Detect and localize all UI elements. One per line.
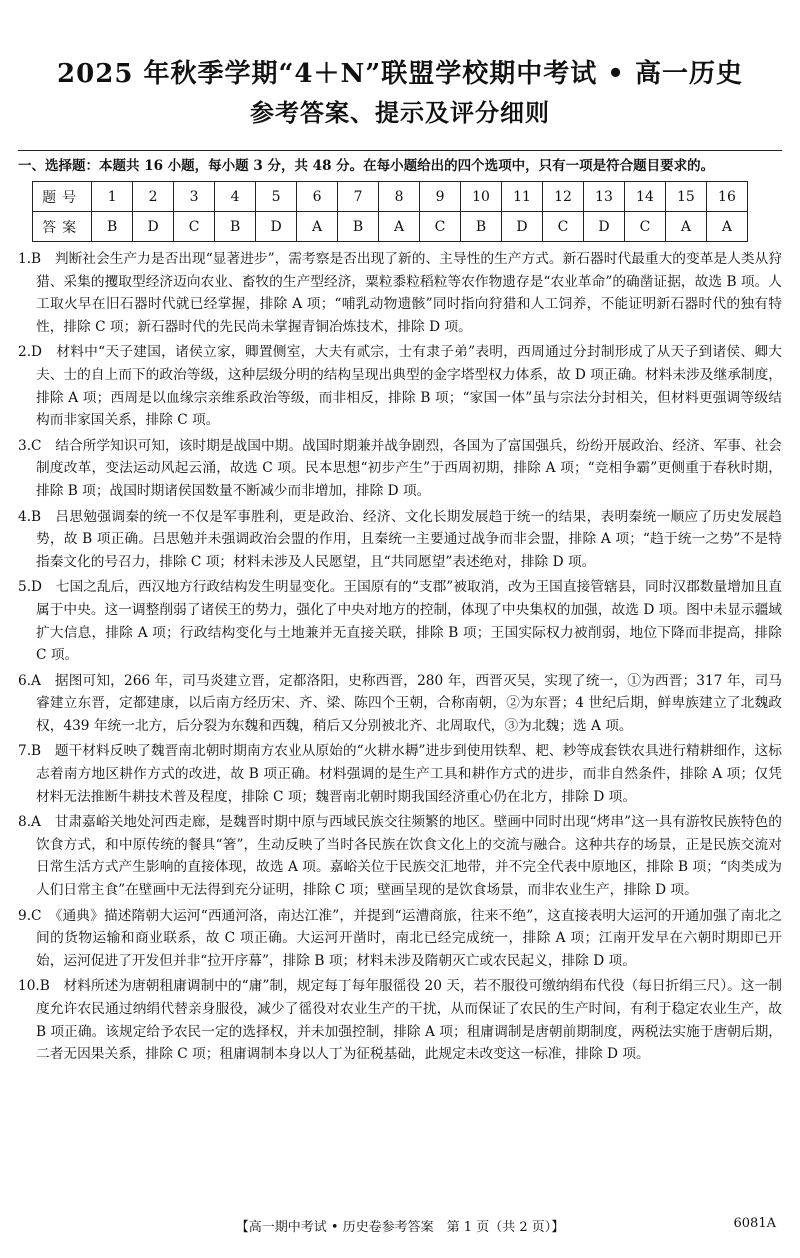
question-number-cell: 7 <box>338 182 379 212</box>
header-divider <box>18 150 782 151</box>
explanation-number: 9.C <box>18 907 42 924</box>
explanation-item <box>18 248 782 338</box>
question-number-cell: 4 <box>215 182 256 212</box>
explanation-text: 甘肃嘉峪关地处河西走廊，是魏晋时期中原与西域民族交往频繁的地区。壁画中同时出现“烤串”这一具有游牧民族特色的饮食方式，和中原传统的餐具“箸”，生动反映了当时各民族在饮食文化上的交流与融合。这种共存的场景，正是民族交流对日常生活方式产生影响的直接体现，故选 A 项。嘉峪关位于民族交汇地带，并不完全代表中原地区，排除 B 项；“肉类成为人们日常主食”在壁画中无法得到充分证明，排除 C 项；壁画呈现的是饮食场景，而非农业生产，排除 D 项。 <box>36 814 782 899</box>
answer-cell: D <box>502 212 543 242</box>
question-number-cell: 12 <box>542 182 583 212</box>
explanation-number: 7.B <box>18 743 42 760</box>
row-label-number: 题号 <box>33 182 92 212</box>
explanation-text: 据图可知，266 年，司马炎建立晋，定都洛阳，史称西晋，280 年，西晋灭吴，实现了统一，①为西晋；317 年，司马睿建立东晋，定都建康，以后南方经历宋、齐、梁、陈四个王朝，合称南朝，②为东晋；4 世纪后期，鲜卑族建立了北魏政权，439 年统一北方，后分裂为东魏和西魏，稍后又分别被北齐、北周取代，③为北魏；选 A 项。 <box>36 672 782 734</box>
question-number-cell: 15 <box>665 182 706 212</box>
explanation-text: 七国之乱后，西汉地方行政结构发生明显变化。王国原有的“支郡”被取消，改为王国直接管辖县，同时汉郡数量增加且直属于中央。这一调整削弱了诸侯王的势力，强化了中央对地方的控制，体现了中央集权的加强，故选 D 项。图中未显示疆域扩大信息，排除 A 项；行政结构变化与土地兼并无直接关联，排除 B 项；王国实际权力被削弱，地位下降而非提高，排除 C 项。 <box>36 579 782 664</box>
section-heading: 一、选择题：本题共 16 小题，每小题 3 分，共 48 分。在每小题给出的四个选项中，只有一项是符合题目要求的。 <box>18 158 715 174</box>
explanation-number: 8.A <box>18 814 41 831</box>
explanation-item <box>18 576 782 666</box>
explanation-text: 题干材料反映了魏晋南北朝时期南方农业从原始的“火耕水耨”进步到使用铁犁、耙、耖等成套铁农具进行精耕细作，这标志着南方地区耕作方式的改进，故 B 项正确。材料强调的是生产工具和耕作方式的进步，而非自然条件，排除 A 项；仅凭材料无法推断牛耕技术普及程度，排除 C 项；魏晋南北朝时期我国经济重心仍在北方，排除 D 项。 <box>36 743 782 805</box>
answer-cell: D <box>133 212 174 242</box>
doc-subtitle: 参考答案、提示及评分细则 <box>250 98 550 127</box>
question-number-cell: 5 <box>256 182 297 212</box>
question-number-cell: 3 <box>174 182 215 212</box>
answer-cell: B <box>461 212 502 242</box>
explanation-number: 3.C <box>18 437 42 454</box>
answer-cell: B <box>338 212 379 242</box>
explanation-text: 吕思勉强调秦的统一不仅是军事胜利，更是政治、经济、文化长期发展趋于统一的结果，表明秦统一顺应了历史发展趋势，故 B 项正确。吕思勉并未强调政治会盟的作用，且秦统一主要通过战争而非会盟，排除 A 项；“趋于统一之势”不是特指秦文化的号召力，排除 C 项；材料未涉及人民愿望，且“共同愿望”表述绝对，排除 D 项。 <box>36 508 782 570</box>
question-number-cell: 14 <box>624 182 665 212</box>
explanation-item <box>18 435 782 503</box>
answer-cell: C <box>542 212 583 242</box>
answer-cell: A <box>297 212 338 242</box>
explanation-item <box>18 811 782 901</box>
explanation-item <box>18 975 782 1065</box>
question-number-cell: 6 <box>297 182 338 212</box>
explanation-number: 2.D <box>18 344 43 361</box>
answer-cell: A <box>665 212 706 242</box>
question-number-cell: 9 <box>420 182 461 212</box>
answer-cell: C <box>624 212 665 242</box>
answer-explanations <box>18 248 782 1066</box>
explanation-text: 材料中“天子建国，诸侯立家，卿置侧室，大夫有贰宗，士有隶子弟”表明，西周通过分封制形成了从天子到诸侯、卿大夫、士的自上而下的政治等级，这种层级分明的结构呈现出典型的金字塔型权力体系，故 D 项正确。材料未涉及继承制度，排除 A 项；西周是以血缘宗亲维系政治等级，而非相反，排除 B 项；“家国一体”虽与宗法分封相关，但材料更强调等级结构而非家国关系，排除 C 项。 <box>36 344 782 429</box>
answer-cell: A <box>379 212 420 242</box>
question-number-cell: 2 <box>133 182 174 212</box>
answer-cell: C <box>420 212 461 242</box>
explanation-item <box>18 506 782 574</box>
explanation-text: 《通典》描述隋朝大运河“西通河洛，南达江淮”，并提到“运漕商旅，往来不绝”，这直接表明大运河的开通加强了南北之间的货物运输和商业联系，故 C 项正确。大运河开凿时，南北已经完成统一，排除 A 项；江南开发早在六朝时期即已开始，运河促进了开发但并非“拉开序幕”，排除 B 项；材料未涉及隋朝灭亡或农民起义，排除 D 项。 <box>36 907 782 969</box>
explanation-number: 5.D <box>18 579 43 596</box>
answer-cell: D <box>256 212 297 242</box>
question-number-cell: 8 <box>379 182 420 212</box>
explanation-item <box>18 905 782 973</box>
question-number-cell: 11 <box>502 182 543 212</box>
footer-page-info: 【高一期中考试 • 历史卷参考答案 第 1 页（共 2 页）】 <box>235 1220 565 1235</box>
answer-table-answer-row <box>33 212 748 242</box>
doc-title: 2025 年秋季学期“4＋N”联盟学校期中考试 • 高一历史 <box>57 59 743 89</box>
question-number-cell: 16 <box>706 182 747 212</box>
explanation-text: 结合所学知识可知，该时期是战国中期。战国时期兼并战争剧烈，各国为了富国强兵，纷纷开展政治、经济、军事、社会制度改革，变法运动风起云涌，故选 C 项。民本思想“初步产生”于西周初期，排除 A 项；“竞相争霸”更侧重于春秋时期，排除 B 项；战国时期诸侯国数量不断减少而非增加，排除 D 项。 <box>36 437 782 499</box>
answer-cell: B <box>92 212 133 242</box>
answer-table-number-row <box>33 182 748 212</box>
footer-code: 6081A <box>733 1216 776 1231</box>
explanation-text: 判断社会生产力是否出现“显著进步”，需考察是否出现了新的、主导性的生产方式。新石器时代最重大的变革是人类从狩猎、采集的攫取型经济迈向农业、畜牧的生产型经济，粟粒黍粒稻粒等农作物遗存是“农业革命”的确凿证据，故选 B 项。人工取火早在旧石器时代就已经掌握，排除 A 项；“哺乳动物遗骸”同时指向狩猎和人工饲养，不能证明新石器时代的独有特性，排除 C 项；新石器时代的先民尚未掌握青铜冶炼技术，排除 D 项。 <box>36 251 782 335</box>
explanation-number: 4.B <box>18 508 42 525</box>
explanation-text: 材料所述为唐朝租庸调制中的“庸”制，规定每丁每年服徭役 20 天，若不服役可缴纳绢布代役（每日折绢三尺）。这一制度允许农民通过纳绢代替亲身服役，减少了徭役对农业生产的干扰，从而保证了农民的生产时间，有利于稳定农业生产，故 B 项正确。该规定给予农民一定的选择权，并未加强控制，排除 A 项；租庸调制是唐朝前期制度，两税法实施于唐朝后期，二者无因果关系，排除 C 项；租庸调制本身以人丁为征税基础，此规定未改变这一标准，排除 D 项。 <box>36 978 782 1063</box>
answer-cell: B <box>215 212 256 242</box>
explanation-number: 1.B <box>18 251 42 267</box>
explanation-item <box>18 670 782 738</box>
answer-cell: D <box>583 212 624 242</box>
answer-cell: C <box>174 212 215 242</box>
explanation-number: 10.B <box>18 978 50 995</box>
answer-table <box>32 181 748 242</box>
explanation-item <box>18 341 782 431</box>
explanation-item <box>18 740 782 808</box>
answer-cell: A <box>706 212 747 242</box>
question-number-cell: 13 <box>583 182 624 212</box>
explanation-number: 6.A <box>18 672 41 689</box>
row-label-answer: 答案 <box>33 212 92 242</box>
question-number-cell: 10 <box>461 182 502 212</box>
question-number-cell: 1 <box>92 182 133 212</box>
